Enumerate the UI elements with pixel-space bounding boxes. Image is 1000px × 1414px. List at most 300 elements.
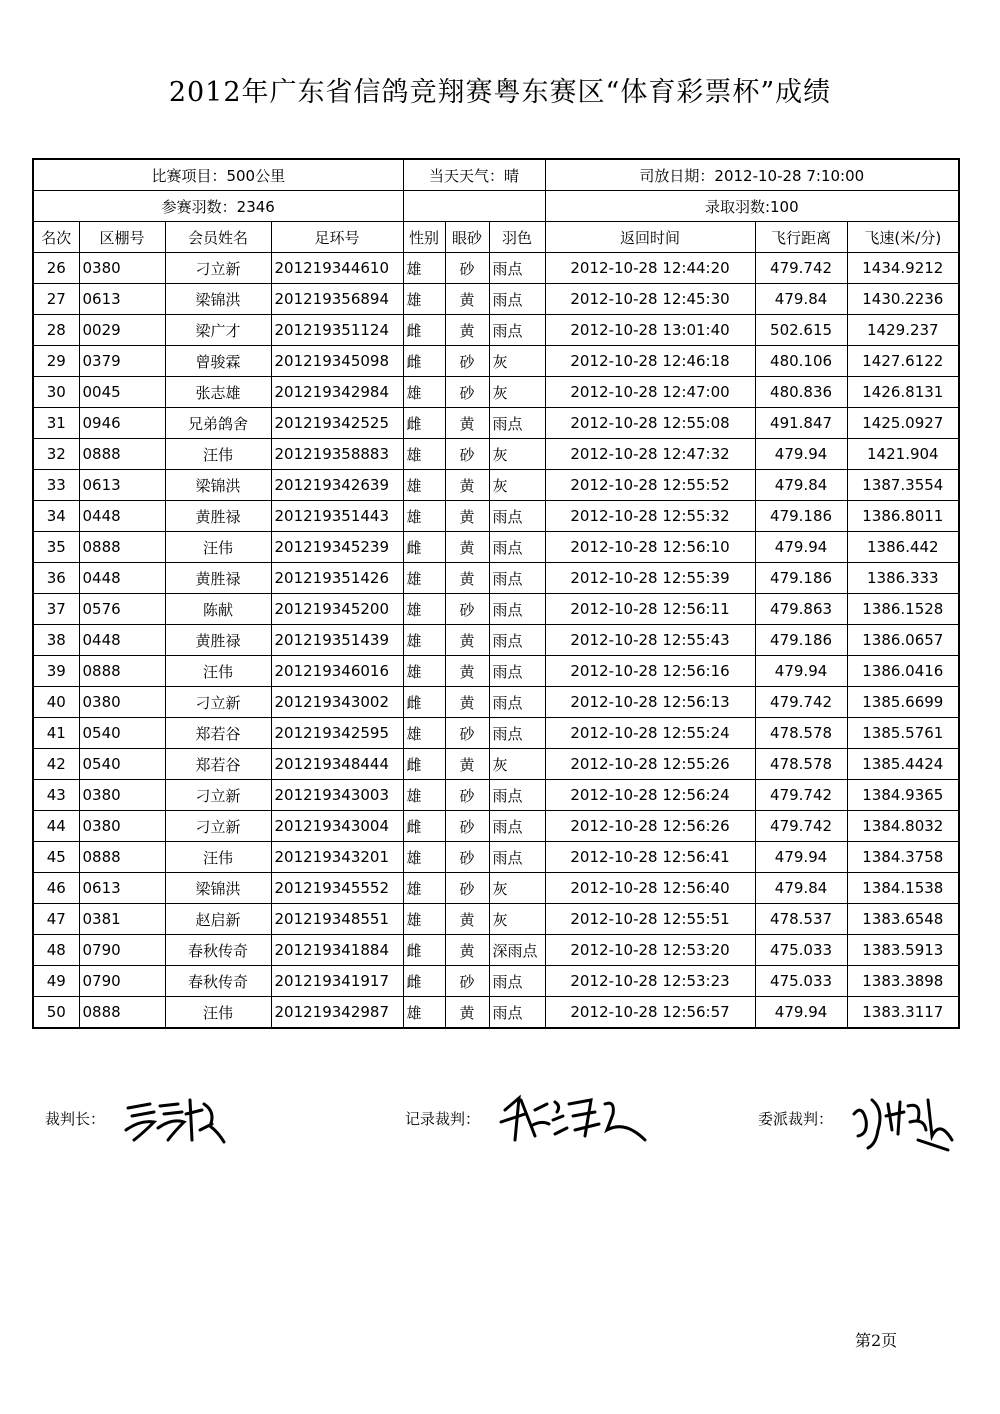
- cell-loft: 0380: [79, 253, 165, 284]
- header-sex: 性别: [403, 222, 445, 253]
- cell-eye: 黄: [445, 935, 489, 966]
- cell-return-time: 2012-10-28 12:56:11: [545, 594, 755, 625]
- cell-eye: 砂: [445, 253, 489, 284]
- cell-eye: 砂: [445, 377, 489, 408]
- cell-eye: 砂: [445, 811, 489, 842]
- cell-member: 春秋传奇: [165, 966, 271, 997]
- table-row: [33, 625, 959, 656]
- cell-distance: 479.94: [755, 532, 847, 563]
- cell-ring: 201219342639: [271, 470, 403, 501]
- cell-loft: 0381: [79, 904, 165, 935]
- cell-distance: 475.033: [755, 966, 847, 997]
- table-row: [33, 904, 959, 935]
- cell-sex: 雄: [403, 780, 445, 811]
- cell-return-time: 2012-10-28 12:55:08: [545, 408, 755, 439]
- cell-member: 郑若谷: [165, 718, 271, 749]
- cell-distance: 479.186: [755, 501, 847, 532]
- cell-loft: 0380: [79, 780, 165, 811]
- cell-loft: 0613: [79, 284, 165, 315]
- cell-ring: 201219345098: [271, 346, 403, 377]
- table-row: [33, 656, 959, 687]
- cell-ring: 201219344610: [271, 253, 403, 284]
- cell-speed: 1426.8131: [847, 377, 959, 408]
- page-number: 第2页: [855, 1331, 898, 1350]
- admitted-cell: 录取羽数:100: [545, 191, 959, 222]
- cell-sex: 雄: [403, 718, 445, 749]
- cell-eye: 黄: [445, 284, 489, 315]
- cell-eye: 砂: [445, 594, 489, 625]
- signature-row: [0, 1090, 1000, 1160]
- cell-ring: 201219345552: [271, 873, 403, 904]
- header-row: [33, 222, 959, 253]
- cell-sex: 雄: [403, 563, 445, 594]
- table-row: [33, 811, 959, 842]
- cell-color: 雨点: [489, 625, 545, 656]
- cell-loft: 0448: [79, 625, 165, 656]
- cell-loft: 0946: [79, 408, 165, 439]
- cell-speed: 1384.8032: [847, 811, 959, 842]
- cell-rank: 29: [33, 346, 79, 377]
- cell-loft: 0888: [79, 842, 165, 873]
- cell-loft: 0888: [79, 997, 165, 1029]
- cell-sex: 雄: [403, 377, 445, 408]
- cell-eye: 黄: [445, 408, 489, 439]
- cell-rank: 35: [33, 532, 79, 563]
- header-ring: 足环号: [271, 222, 403, 253]
- cell-speed: 1384.1538: [847, 873, 959, 904]
- cell-return-time: 2012-10-28 12:55:52: [545, 470, 755, 501]
- cell-speed: 1429.237: [847, 315, 959, 346]
- cell-sex: 雄: [403, 842, 445, 873]
- cell-color: 雨点: [489, 315, 545, 346]
- cell-speed: 1385.5761: [847, 718, 959, 749]
- results-table: [32, 158, 960, 1029]
- cell-distance: 480.836: [755, 377, 847, 408]
- cell-rank: 47: [33, 904, 79, 935]
- cell-eye: 黄: [445, 470, 489, 501]
- cell-distance: 479.186: [755, 563, 847, 594]
- cell-ring: 201219356894: [271, 284, 403, 315]
- cell-eye: 黄: [445, 687, 489, 718]
- table-row: [33, 563, 959, 594]
- cell-distance: 479.186: [755, 625, 847, 656]
- cell-eye: 砂: [445, 718, 489, 749]
- cell-sex: 雌: [403, 532, 445, 563]
- cell-rank: 41: [33, 718, 79, 749]
- cell-speed: 1384.3758: [847, 842, 959, 873]
- cell-speed: 1386.442: [847, 532, 959, 563]
- cell-speed: 1383.6548: [847, 904, 959, 935]
- cell-speed: 1421.904: [847, 439, 959, 470]
- cell-loft: 0613: [79, 873, 165, 904]
- delegate-referee-signature: [848, 1090, 958, 1160]
- cell-loft: 0448: [79, 501, 165, 532]
- cell-member: 黄胜禄: [165, 501, 271, 532]
- cell-sex: 雌: [403, 749, 445, 780]
- table-row: [33, 408, 959, 439]
- cell-speed: 1385.6699: [847, 687, 959, 718]
- cell-member: 汪伟: [165, 997, 271, 1029]
- cell-eye: 黄: [445, 532, 489, 563]
- cell-loft: 0379: [79, 346, 165, 377]
- cell-distance: 479.94: [755, 656, 847, 687]
- info-row-1: [33, 159, 959, 191]
- cell-eye: 黄: [445, 625, 489, 656]
- cell-color: 雨点: [489, 997, 545, 1029]
- cell-ring: 201219351124: [271, 315, 403, 346]
- cell-loft: 0888: [79, 439, 165, 470]
- cell-ring: 201219341884: [271, 935, 403, 966]
- cell-distance: 480.106: [755, 346, 847, 377]
- cell-color: 灰: [489, 439, 545, 470]
- cell-return-time: 2012-10-28 13:01:40: [545, 315, 755, 346]
- cell-rank: 28: [33, 315, 79, 346]
- table-row: [33, 780, 959, 811]
- cell-color: 雨点: [489, 253, 545, 284]
- cell-distance: 491.847: [755, 408, 847, 439]
- cell-return-time: 2012-10-28 12:56:41: [545, 842, 755, 873]
- cell-loft: 0448: [79, 563, 165, 594]
- cell-ring: 201219348444: [271, 749, 403, 780]
- cell-eye: 黄: [445, 563, 489, 594]
- cell-eye: 砂: [445, 842, 489, 873]
- cell-sex: 雌: [403, 966, 445, 997]
- header-color: 羽色: [489, 222, 545, 253]
- cell-sex: 雌: [403, 315, 445, 346]
- cell-member: 黄胜禄: [165, 625, 271, 656]
- cell-distance: 479.84: [755, 873, 847, 904]
- cell-sex: 雌: [403, 346, 445, 377]
- cell-ring: 201219346016: [271, 656, 403, 687]
- cell-sex: 雄: [403, 501, 445, 532]
- cell-return-time: 2012-10-28 12:56:40: [545, 873, 755, 904]
- cell-rank: 34: [33, 501, 79, 532]
- table-row: [33, 594, 959, 625]
- cell-loft: 0380: [79, 811, 165, 842]
- cell-sex: 雄: [403, 594, 445, 625]
- cell-sex: 雄: [403, 873, 445, 904]
- table-row: [33, 253, 959, 284]
- cell-rank: 39: [33, 656, 79, 687]
- header-member: 会员姓名: [165, 222, 271, 253]
- table-row: [33, 284, 959, 315]
- cell-color: 灰: [489, 904, 545, 935]
- cell-return-time: 2012-10-28 12:56:57: [545, 997, 755, 1029]
- chief-referee-signature: [120, 1090, 230, 1150]
- cell-member: 梁广才: [165, 315, 271, 346]
- cell-distance: 479.94: [755, 997, 847, 1029]
- cell-speed: 1384.9365: [847, 780, 959, 811]
- table-row: [33, 966, 959, 997]
- cell-ring: 201219342987: [271, 997, 403, 1029]
- cell-speed: 1427.6122: [847, 346, 959, 377]
- cell-return-time: 2012-10-28 12:55:32: [545, 501, 755, 532]
- cell-return-time: 2012-10-28 12:55:51: [545, 904, 755, 935]
- cell-color: 雨点: [489, 563, 545, 594]
- cell-distance: 478.537: [755, 904, 847, 935]
- cell-distance: 479.742: [755, 253, 847, 284]
- cell-rank: 30: [33, 377, 79, 408]
- cell-rank: 38: [33, 625, 79, 656]
- cell-return-time: 2012-10-28 12:55:26: [545, 749, 755, 780]
- cell-member: 梁锦洪: [165, 284, 271, 315]
- cell-rank: 50: [33, 997, 79, 1029]
- table-row: [33, 718, 959, 749]
- header-return-time: 返回时间: [545, 222, 755, 253]
- cell-return-time: 2012-10-28 12:56:13: [545, 687, 755, 718]
- cell-distance: 479.742: [755, 811, 847, 842]
- cell-member: 汪伟: [165, 532, 271, 563]
- cell-ring: 201219343002: [271, 687, 403, 718]
- cell-ring: 201219351426: [271, 563, 403, 594]
- cell-speed: 1386.0657: [847, 625, 959, 656]
- cell-rank: 45: [33, 842, 79, 873]
- cell-ring: 201219345239: [271, 532, 403, 563]
- cell-eye: 砂: [445, 346, 489, 377]
- cell-speed: 1383.5913: [847, 935, 959, 966]
- cell-color: 雨点: [489, 408, 545, 439]
- cell-return-time: 2012-10-28 12:47:00: [545, 377, 755, 408]
- cell-distance: 479.84: [755, 284, 847, 315]
- cell-distance: 479.863: [755, 594, 847, 625]
- cell-loft: 0790: [79, 935, 165, 966]
- cell-member: 陈献: [165, 594, 271, 625]
- cell-speed: 1386.333: [847, 563, 959, 594]
- cell-member: 刁立新: [165, 811, 271, 842]
- table-row: [33, 346, 959, 377]
- cell-color: 灰: [489, 377, 545, 408]
- cell-return-time: 2012-10-28 12:53:20: [545, 935, 755, 966]
- cell-sex: 雄: [403, 656, 445, 687]
- cell-rank: 31: [33, 408, 79, 439]
- cell-eye: 黄: [445, 501, 489, 532]
- cell-ring: 201219342525: [271, 408, 403, 439]
- cell-sex: 雌: [403, 408, 445, 439]
- cell-eye: 黄: [445, 656, 489, 687]
- cell-color: 雨点: [489, 501, 545, 532]
- cell-rank: 49: [33, 966, 79, 997]
- cell-rank: 48: [33, 935, 79, 966]
- cell-color: 雨点: [489, 656, 545, 687]
- cell-eye: 黄: [445, 997, 489, 1029]
- cell-member: 汪伟: [165, 439, 271, 470]
- cell-member: 梁锦洪: [165, 470, 271, 501]
- cell-ring: 201219341917: [271, 966, 403, 997]
- cell-eye: 黄: [445, 749, 489, 780]
- chief-referee-label: 裁判长：: [45, 1110, 106, 1128]
- cell-color: 雨点: [489, 966, 545, 997]
- table-row: [33, 997, 959, 1029]
- table-row: [33, 873, 959, 904]
- table-row: [33, 439, 959, 470]
- cell-loft: 0540: [79, 749, 165, 780]
- cell-rank: 40: [33, 687, 79, 718]
- table-row: [33, 470, 959, 501]
- table-row: [33, 501, 959, 532]
- cell-rank: 44: [33, 811, 79, 842]
- cell-color: 雨点: [489, 532, 545, 563]
- cell-member: 刁立新: [165, 687, 271, 718]
- table-row: [33, 377, 959, 408]
- cell-return-time: 2012-10-28 12:56:16: [545, 656, 755, 687]
- cell-speed: 1386.0416: [847, 656, 959, 687]
- cell-rank: 26: [33, 253, 79, 284]
- cell-rank: 27: [33, 284, 79, 315]
- cell-loft: 0576: [79, 594, 165, 625]
- cell-speed: 1383.3117: [847, 997, 959, 1029]
- cell-member: 兄弟鸽舍: [165, 408, 271, 439]
- cell-ring: 201219342984: [271, 377, 403, 408]
- cell-speed: 1386.1528: [847, 594, 959, 625]
- cell-speed: 1434.9212: [847, 253, 959, 284]
- event-cell: 比赛项目：500公里: [33, 159, 403, 191]
- cell-eye: 砂: [445, 780, 489, 811]
- cell-return-time: 2012-10-28 12:46:18: [545, 346, 755, 377]
- cell-sex: 雄: [403, 904, 445, 935]
- cell-color: 雨点: [489, 718, 545, 749]
- cell-speed: 1385.4424: [847, 749, 959, 780]
- cell-member: 刁立新: [165, 780, 271, 811]
- header-eye: 眼砂: [445, 222, 489, 253]
- delegate-referee-label: 委派裁判：: [758, 1110, 834, 1128]
- cell-return-time: 2012-10-28 12:53:23: [545, 966, 755, 997]
- cell-sex: 雄: [403, 470, 445, 501]
- recorder-referee-label: 记录裁判：: [405, 1110, 481, 1128]
- cell-sex: 雄: [403, 625, 445, 656]
- cell-eye: 砂: [445, 966, 489, 997]
- table-row: [33, 935, 959, 966]
- cell-sex: 雌: [403, 811, 445, 842]
- cell-sex: 雄: [403, 253, 445, 284]
- cell-ring: 201219345200: [271, 594, 403, 625]
- cell-speed: 1425.0927: [847, 408, 959, 439]
- cell-member: 曾骏霖: [165, 346, 271, 377]
- cell-loft: 0029: [79, 315, 165, 346]
- cell-loft: 0540: [79, 718, 165, 749]
- cell-color: 灰: [489, 749, 545, 780]
- cell-speed: 1387.3554: [847, 470, 959, 501]
- info-row-2: [33, 191, 959, 222]
- cell-member: 刁立新: [165, 253, 271, 284]
- cell-rank: 32: [33, 439, 79, 470]
- cell-eye: 砂: [445, 873, 489, 904]
- cell-sex: 雄: [403, 997, 445, 1029]
- cell-loft: 0888: [79, 656, 165, 687]
- cell-ring: 201219348551: [271, 904, 403, 935]
- cell-eye: 砂: [445, 439, 489, 470]
- header-rank: 名次: [33, 222, 79, 253]
- cell-loft: 0613: [79, 470, 165, 501]
- cell-return-time: 2012-10-28 12:45:30: [545, 284, 755, 315]
- page-title: 2012年广东省信鸽竞翔赛粤东赛区“体育彩票杯”成绩: [168, 77, 832, 108]
- cell-color: 雨点: [489, 687, 545, 718]
- cell-return-time: 2012-10-28 12:47:32: [545, 439, 755, 470]
- table-row: [33, 687, 959, 718]
- entries-cell: 参赛羽数：2346: [33, 191, 403, 222]
- release-cell: 司放日期：2012-10-28 7:10:00: [545, 159, 959, 191]
- cell-ring: 201219351443: [271, 501, 403, 532]
- cell-color: 雨点: [489, 594, 545, 625]
- cell-sex: 雄: [403, 439, 445, 470]
- cell-distance: 479.94: [755, 439, 847, 470]
- cell-distance: 479.84: [755, 470, 847, 501]
- cell-return-time: 2012-10-28 12:56:10: [545, 532, 755, 563]
- header-speed: 飞速(米/分): [847, 222, 959, 253]
- cell-distance: 478.578: [755, 718, 847, 749]
- cell-color: 雨点: [489, 842, 545, 873]
- cell-return-time: 2012-10-28 12:55:39: [545, 563, 755, 594]
- cell-color: 雨点: [489, 780, 545, 811]
- cell-distance: 475.033: [755, 935, 847, 966]
- cell-speed: 1386.8011: [847, 501, 959, 532]
- cell-rank: 46: [33, 873, 79, 904]
- cell-loft: 0790: [79, 966, 165, 997]
- cell-loft: 0380: [79, 687, 165, 718]
- cell-distance: 478.578: [755, 749, 847, 780]
- cell-distance: 479.94: [755, 842, 847, 873]
- cell-ring: 201219343004: [271, 811, 403, 842]
- cell-member: 郑若谷: [165, 749, 271, 780]
- weather-cell: 当天天气：晴: [403, 159, 545, 191]
- cell-eye: 黄: [445, 315, 489, 346]
- cell-rank: 36: [33, 563, 79, 594]
- table-row: [33, 842, 959, 873]
- cell-rank: 37: [33, 594, 79, 625]
- cell-distance: 502.615: [755, 315, 847, 346]
- empty-cell: [403, 191, 545, 222]
- cell-distance: 479.742: [755, 780, 847, 811]
- table-row: [33, 532, 959, 563]
- cell-loft: 0888: [79, 532, 165, 563]
- cell-color: 雨点: [489, 811, 545, 842]
- cell-color: 深雨点: [489, 935, 545, 966]
- cell-sex: 雌: [403, 687, 445, 718]
- cell-return-time: 2012-10-28 12:44:20: [545, 253, 755, 284]
- table-row: [33, 749, 959, 780]
- cell-loft: 0045: [79, 377, 165, 408]
- cell-ring: 201219343003: [271, 780, 403, 811]
- cell-ring: 201219343201: [271, 842, 403, 873]
- cell-color: 灰: [489, 873, 545, 904]
- cell-member: 春秋传奇: [165, 935, 271, 966]
- cell-return-time: 2012-10-28 12:55:24: [545, 718, 755, 749]
- recorder-referee-signature: [495, 1090, 655, 1160]
- cell-member: 汪伟: [165, 656, 271, 687]
- cell-sex: 雄: [403, 284, 445, 315]
- cell-member: 张志雄: [165, 377, 271, 408]
- cell-ring: 201219358883: [271, 439, 403, 470]
- cell-speed: 1430.2236: [847, 284, 959, 315]
- cell-color: 灰: [489, 470, 545, 501]
- cell-color: 雨点: [489, 284, 545, 315]
- cell-member: 黄胜禄: [165, 563, 271, 594]
- header-distance: 飞行距离: [755, 222, 847, 253]
- cell-member: 汪伟: [165, 842, 271, 873]
- cell-eye: 黄: [445, 904, 489, 935]
- cell-color: 灰: [489, 346, 545, 377]
- cell-member: 赵启新: [165, 904, 271, 935]
- cell-speed: 1383.3898: [847, 966, 959, 997]
- cell-rank: 33: [33, 470, 79, 501]
- cell-return-time: 2012-10-28 12:56:26: [545, 811, 755, 842]
- table-row: [33, 315, 959, 346]
- cell-member: 梁锦洪: [165, 873, 271, 904]
- cell-ring: 201219351439: [271, 625, 403, 656]
- cell-ring: 201219342595: [271, 718, 403, 749]
- header-loft: 区棚号: [79, 222, 165, 253]
- cell-distance: 479.742: [755, 687, 847, 718]
- cell-rank: 43: [33, 780, 79, 811]
